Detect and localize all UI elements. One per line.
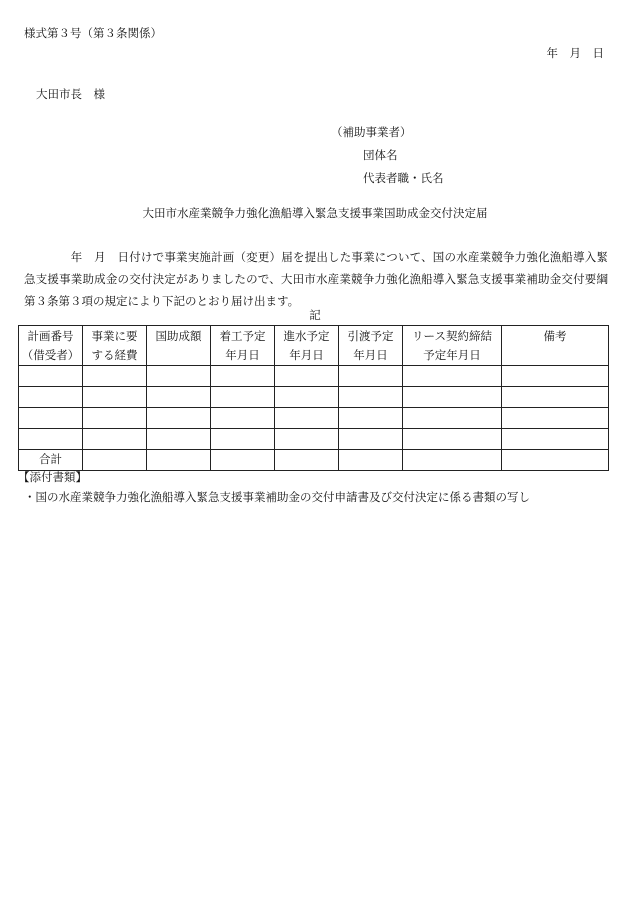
applicant-representative: 代表者職・氏名 <box>363 170 444 185</box>
table-cell[interactable] <box>339 366 403 387</box>
table-cell[interactable] <box>403 366 502 387</box>
header-launch-date: 進水予定 年月日 <box>275 326 339 366</box>
header-national-subsidy: 国助成額 <box>147 326 211 366</box>
applicant-org: 団体名 <box>363 147 398 162</box>
table-cell[interactable] <box>275 450 339 471</box>
table-cell[interactable] <box>211 366 275 387</box>
table-row <box>19 408 609 429</box>
table-cell[interactable] <box>147 429 211 450</box>
header-lease-contract-date: リース契約締結 予定年月日 <box>403 326 502 366</box>
table-cell[interactable] <box>147 366 211 387</box>
table-cell[interactable] <box>83 429 147 450</box>
table-header-row <box>19 326 609 366</box>
table-row <box>19 429 609 450</box>
table-cell[interactable] <box>83 408 147 429</box>
applicant-label: （補助事業者） <box>331 125 412 139</box>
addressee: 大田市長 様 <box>36 87 105 101</box>
table-cell[interactable] <box>339 387 403 408</box>
form-number: 様式第３号（第３条関係） <box>24 26 162 40</box>
table-cell[interactable] <box>83 450 147 471</box>
table-cell[interactable] <box>502 366 609 387</box>
table-cell[interactable] <box>275 387 339 408</box>
table-cell[interactable] <box>502 450 609 471</box>
table-cell[interactable] <box>339 429 403 450</box>
plan-table <box>18 325 609 471</box>
table-cell[interactable] <box>211 450 275 471</box>
table-cell[interactable] <box>83 387 147 408</box>
table-cell[interactable] <box>147 450 211 471</box>
total-label: 合計 <box>19 450 83 471</box>
header-delivery-date: 引渡予定 年月日 <box>339 326 403 366</box>
table-total-row <box>19 450 609 471</box>
ki-marker: 記 <box>309 308 321 322</box>
table-cell[interactable] <box>403 408 502 429</box>
table-cell[interactable] <box>403 387 502 408</box>
header-project-cost: 事業に要 する経費 <box>83 326 147 366</box>
table-cell[interactable] <box>403 450 502 471</box>
table-cell[interactable] <box>19 408 83 429</box>
table-cell[interactable] <box>502 408 609 429</box>
table-cell[interactable] <box>211 429 275 450</box>
attachments-heading: 【添付書類】 <box>18 470 87 484</box>
table-cell[interactable] <box>275 408 339 429</box>
header-plan-number: 計画番号 （借受者） <box>19 326 83 366</box>
attachment-item: ・国の水産業競争力強化漁船導入緊急支援事業補助金の交付申請書及び交付決定に係る書類の写し <box>24 490 530 504</box>
table-cell[interactable] <box>83 366 147 387</box>
table-cell[interactable] <box>211 387 275 408</box>
table-cell[interactable] <box>147 387 211 408</box>
document-title: 大田市水産業競争力強化漁船導入緊急支援事業国助成金交付決定届 <box>142 206 488 220</box>
table-cell[interactable] <box>19 366 83 387</box>
body-paragraph: 年 月 日付けで事業実施計画（変更）届を提出した事業について、国の水産業競争力強化漁船導入緊急支援事業助成金の交付決定がありましたので、大田市水産業競争力強化漁船導入緊急支援事業補助金交付要綱第３条第３項の規定により下記のとおり届け出ます。 <box>24 250 608 308</box>
table-row <box>19 387 609 408</box>
table-cell[interactable] <box>502 429 609 450</box>
table-cell[interactable] <box>275 429 339 450</box>
table-cell[interactable] <box>147 408 211 429</box>
date-line: 年 月 日 <box>546 46 604 60</box>
header-construction-start-date: 着工予定 年月日 <box>211 326 275 366</box>
table-cell[interactable] <box>339 450 403 471</box>
applicant-block <box>331 126 444 194</box>
table-cell[interactable] <box>211 408 275 429</box>
header-remarks: 備考 <box>502 326 609 366</box>
table-cell[interactable] <box>502 387 609 408</box>
table-row <box>19 366 609 387</box>
table-cell[interactable] <box>275 366 339 387</box>
table-cell[interactable] <box>19 387 83 408</box>
table-cell[interactable] <box>339 408 403 429</box>
table-cell[interactable] <box>403 429 502 450</box>
table-cell[interactable] <box>19 429 83 450</box>
